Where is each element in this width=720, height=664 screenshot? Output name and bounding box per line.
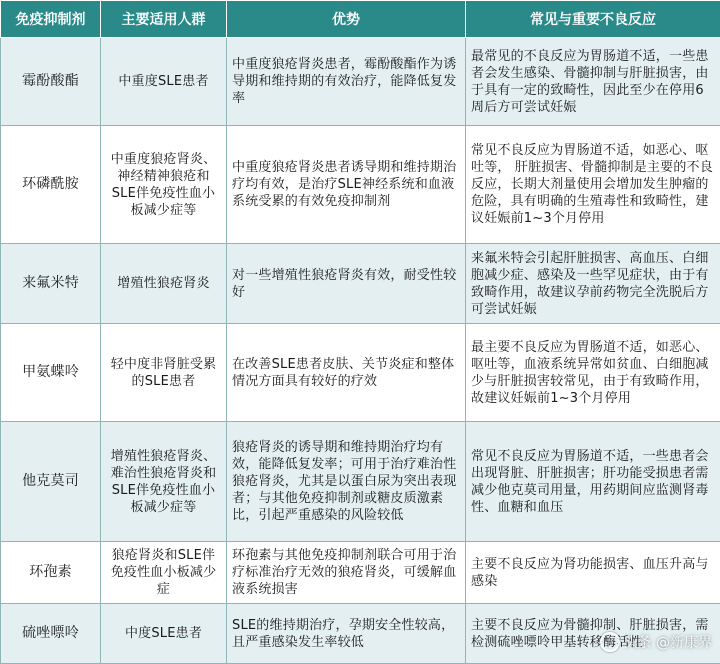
- cell-drug: 甲氨蝶呤: [1, 324, 101, 422]
- cell-adverse: 主要不良反应为肾功能损害、血压升高与感染: [466, 542, 720, 604]
- table-row: [1, 542, 720, 604]
- cell-advantage: 环孢素与其他免疫抑制剂联合可用于治疗标准治疗无效的狼疮肾炎，可缓解血液系统损害: [227, 542, 466, 604]
- header-adverse: 常见与重要不良反应: [466, 1, 720, 38]
- watermark-logo-icon: [600, 632, 620, 652]
- cell-drug: 霉酚酸酯: [1, 38, 101, 126]
- header-advantage: 优势: [227, 1, 466, 38]
- cell-adverse: 来氟米特会引起肝脏损害、高血压、白细胞减少症、感染及一些罕见症状，由于有致畸作用，故建议孕前药物完全洗脱后方可尝试妊娠: [466, 244, 720, 324]
- cell-population: 增殖性狼疮肾炎: [101, 244, 227, 324]
- cell-advantage: 中重度狼疮肾炎患者，霉酚酸酯作为诱导期和维持期的有效治疗，能降低复发率: [227, 38, 466, 126]
- cell-population: 增殖性狼疮肾炎、难治性狼疮肾炎和SLE伴免疫性血小板减少症等: [101, 422, 227, 542]
- cell-drug: 来氟米特: [1, 244, 101, 324]
- cell-adverse: 常见不良反应为胃肠道不适，一些患者会出现肾脏、肝脏损害；肝功能受损患者需减少他克莫司用量，用药期间应监测肾毒性、血糖和血压: [466, 422, 720, 542]
- cell-adverse: 主要不良反应为骨髓抑制、肝脏损害，需检测硫唑嘌呤甲基转移酶活性: [466, 604, 720, 664]
- cell-advantage: 在改善SLE患者皮肤、关节炎症和整体情况方面具有较好的疗效: [227, 324, 466, 422]
- cell-advantage: 狼疮肾炎的诱导期和维持期治疗均有效，能降低复发率；可用于治疗难治性狼疮肾炎，尤其是以蛋白尿为突出表现者；与其他免疫抑制剂或糖皮质激素比，引起严重感染的风险较低: [227, 422, 466, 542]
- cell-drug: 硫唑嘌呤: [1, 604, 101, 664]
- cell-adverse: 最主要不良反应为胃肠道不适，如恶心、呕吐等，血液系统异常如贫血、白细胞减少与肝脏损害较常见，由于有致畸作用，故建议妊娠前1~3个月停用: [466, 324, 720, 422]
- cell-adverse: 常见不良反应为胃肠道不适，如恶心、呕吐等， 肝脏损害、骨髓抑制是主要的不良反应，长期大剂量使用会增加发生肿瘤的危险，具有明确的生殖毒性和致畸性，建议妊娠前1~3个月停用: [466, 126, 720, 244]
- cell-drug: 他克莫司: [1, 422, 101, 542]
- cell-adverse: 最常见的不良反应为胃肠道不适，一些患者会发生感染、骨髓抑制与肝脏损害，由于具有一定的致畸性，因此至少在停用6周后方可尝试妊娠: [466, 38, 720, 126]
- cell-population: 轻中度非肾脏受累的SLE患者: [101, 324, 227, 422]
- table-row: [1, 244, 720, 324]
- table-header-row: [1, 1, 720, 38]
- cell-population: 中重度狼疮肾炎、神经精神狼疮和SLE伴免疫性血小板减少症等: [101, 126, 227, 244]
- header-population: 主要适用人群: [101, 1, 227, 38]
- cell-advantage: SLE的维持期治疗，孕期安全性较高，且严重感染发生率较低: [227, 604, 466, 664]
- cell-advantage: 中重度狼疮肾炎患者诱导期和维持期治疗均有效，是治疗SLE神经系统和血液系统受累的有效免疫抑制剂: [227, 126, 466, 244]
- cell-population: 中重度SLE患者: [101, 38, 227, 126]
- watermark-text: 头条 @新康界: [624, 632, 712, 652]
- table-row: [1, 126, 720, 244]
- table-row: [1, 38, 720, 126]
- table-row: [1, 422, 720, 542]
- cell-drug: 环孢素: [1, 542, 101, 604]
- watermark: [600, 632, 712, 652]
- cell-advantage: 对一些增殖性狼疮肾炎有效，耐受性较好: [227, 244, 466, 324]
- table-row: [1, 324, 720, 422]
- header-drug: 免疫抑制剂: [1, 1, 101, 38]
- cell-drug: 环磷酰胺: [1, 126, 101, 244]
- cell-population: 中度SLE患者: [101, 604, 227, 664]
- cell-population: 狼疮肾炎和SLE伴免疫性血小板减少症: [101, 542, 227, 604]
